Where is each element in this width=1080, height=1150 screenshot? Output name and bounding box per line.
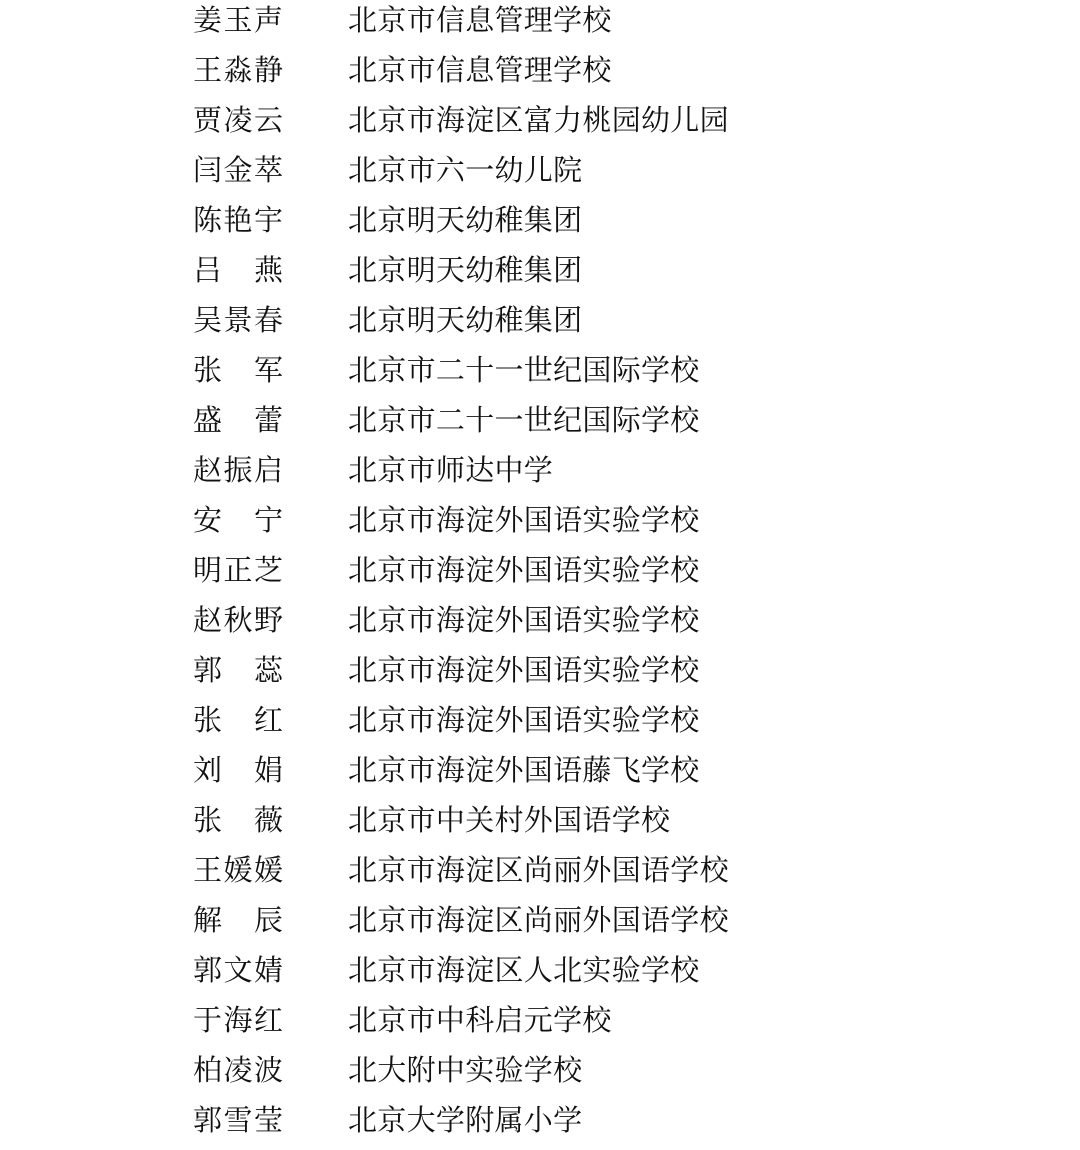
list-item <box>0 1100 1080 1150</box>
list-item <box>0 950 1080 1000</box>
school-name: 北京市信息管理学校 <box>348 53 612 87</box>
person-name <box>193 1100 283 1150</box>
school-name: 北京明天幼稚集团 <box>348 303 583 337</box>
school-name: 北京市海淀外国语藤飞学校 <box>348 753 700 787</box>
school-name: 北京明天幼稚集团 <box>348 253 583 287</box>
name-char: 明 <box>193 553 223 587</box>
list-item <box>0 650 1080 700</box>
list-item <box>0 750 1080 800</box>
person-name <box>193 1050 283 1100</box>
name-char: 启 <box>253 453 283 487</box>
person-name <box>193 750 283 800</box>
name-char: 婧 <box>253 953 283 987</box>
person-name <box>193 350 283 400</box>
person-name <box>193 800 283 850</box>
school-name: 北京市二十一世纪国际学校 <box>348 403 700 437</box>
name-char: 莹 <box>253 1103 283 1137</box>
list-item <box>0 700 1080 750</box>
person-name <box>193 1000 283 1050</box>
name-char: 柏 <box>193 1053 223 1087</box>
list-item <box>0 550 1080 600</box>
person-name <box>193 50 283 100</box>
school-name: 北京市海淀外国语实验学校 <box>348 603 700 637</box>
name-char: 薇 <box>253 803 283 837</box>
name-char: 军 <box>253 353 283 387</box>
name-char: 野 <box>253 603 283 637</box>
name-char: 燕 <box>253 253 283 287</box>
school-name: 北京市海淀外国语实验学校 <box>348 653 700 687</box>
list-item <box>0 300 1080 350</box>
name-char: 景 <box>223 303 253 337</box>
person-name <box>193 100 283 150</box>
list-item <box>0 600 1080 650</box>
list-item <box>0 150 1080 200</box>
person-name <box>193 700 283 750</box>
name-char: 玉 <box>223 3 253 37</box>
school-name: 北大附中实验学校 <box>348 1053 583 1087</box>
name-char: 秋 <box>223 603 253 637</box>
name-char: 凌 <box>223 1053 253 1087</box>
name-char: 声 <box>253 3 283 37</box>
name-char: 文 <box>223 953 253 987</box>
name-char: 春 <box>253 303 283 337</box>
name-char: 吕 <box>193 253 223 287</box>
school-name: 北京市二十一世纪国际学校 <box>348 353 700 387</box>
person-name <box>193 500 283 550</box>
person-name <box>193 250 283 300</box>
school-name: 北京市海淀区富力桃园幼儿园 <box>348 103 729 137</box>
school-name: 北京市海淀区尚丽外国语学校 <box>348 853 729 887</box>
name-char: 宁 <box>253 503 283 537</box>
name-char: 宇 <box>253 203 283 237</box>
name-char: 于 <box>193 1003 223 1037</box>
list-item <box>0 200 1080 250</box>
school-name: 北京明天幼稚集团 <box>348 203 583 237</box>
school-name: 北京大学附属小学 <box>348 1103 583 1137</box>
name-char: 王 <box>193 853 223 887</box>
person-name <box>193 150 283 200</box>
name-char: 海 <box>223 1003 253 1037</box>
name-char: 正 <box>223 553 253 587</box>
name-char: 盛 <box>193 403 223 437</box>
name-char: 萃 <box>253 153 283 187</box>
name-char: 张 <box>193 703 223 737</box>
name-char: 红 <box>253 703 283 737</box>
name-char: 赵 <box>193 453 223 487</box>
name-char: 波 <box>253 1053 283 1087</box>
name-char: 蕾 <box>253 403 283 437</box>
school-name: 北京市中关村外国语学校 <box>348 803 671 837</box>
school-name: 北京市海淀外国语实验学校 <box>348 553 700 587</box>
school-name: 北京市海淀区人北实验学校 <box>348 953 700 987</box>
name-char: 凌 <box>223 103 253 137</box>
name-char: 芝 <box>253 553 283 587</box>
school-name: 北京市六一幼儿院 <box>348 153 583 187</box>
list-item <box>0 1000 1080 1050</box>
person-name <box>193 950 283 1000</box>
person-name <box>193 300 283 350</box>
name-char: 赵 <box>193 603 223 637</box>
name-char: 雪 <box>223 1103 253 1137</box>
name-char: 闫 <box>193 153 223 187</box>
list-item <box>0 450 1080 500</box>
list-item <box>0 350 1080 400</box>
list-item <box>0 0 1080 50</box>
person-name <box>193 550 283 600</box>
list-item <box>0 100 1080 150</box>
person-name <box>193 400 283 450</box>
name-char: 媛 <box>253 853 283 887</box>
school-name: 北京市信息管理学校 <box>348 3 612 37</box>
name-char: 蕊 <box>253 653 283 687</box>
person-name <box>193 600 283 650</box>
school-name: 北京市师达中学 <box>348 453 554 487</box>
name-char: 贾 <box>193 103 223 137</box>
list-item <box>0 1050 1080 1100</box>
name-char: 辰 <box>253 903 283 937</box>
name-char: 红 <box>253 1003 283 1037</box>
list-item <box>0 800 1080 850</box>
name-char: 郭 <box>193 653 223 687</box>
name-char: 淼 <box>223 53 253 87</box>
name-char: 郭 <box>193 953 223 987</box>
name-char: 郭 <box>193 1103 223 1137</box>
list-item <box>0 500 1080 550</box>
person-name <box>193 850 283 900</box>
name-char: 刘 <box>193 753 223 787</box>
name-char: 安 <box>193 503 223 537</box>
name-char: 云 <box>253 103 283 137</box>
person-name <box>193 0 283 50</box>
name-char: 张 <box>193 803 223 837</box>
school-name: 北京市海淀外国语实验学校 <box>348 703 700 737</box>
person-name <box>193 900 283 950</box>
list-item <box>0 400 1080 450</box>
list-item <box>0 900 1080 950</box>
name-char: 静 <box>253 53 283 87</box>
name-char: 吴 <box>193 303 223 337</box>
name-char: 解 <box>193 903 223 937</box>
list-item <box>0 850 1080 900</box>
name-char: 艳 <box>223 203 253 237</box>
name-char: 王 <box>193 53 223 87</box>
school-name: 北京市海淀外国语实验学校 <box>348 503 700 537</box>
name-char: 姜 <box>193 3 223 37</box>
person-name <box>193 200 283 250</box>
list-item <box>0 250 1080 300</box>
name-char: 娟 <box>253 753 283 787</box>
school-name: 北京市中科启元学校 <box>348 1003 612 1037</box>
name-char: 振 <box>223 453 253 487</box>
name-char: 金 <box>223 153 253 187</box>
person-name <box>193 650 283 700</box>
school-name: 北京市海淀区尚丽外国语学校 <box>348 903 729 937</box>
name-char: 陈 <box>193 203 223 237</box>
name-char: 媛 <box>223 853 253 887</box>
list-item <box>0 50 1080 100</box>
name-char: 张 <box>193 353 223 387</box>
person-name <box>193 450 283 500</box>
